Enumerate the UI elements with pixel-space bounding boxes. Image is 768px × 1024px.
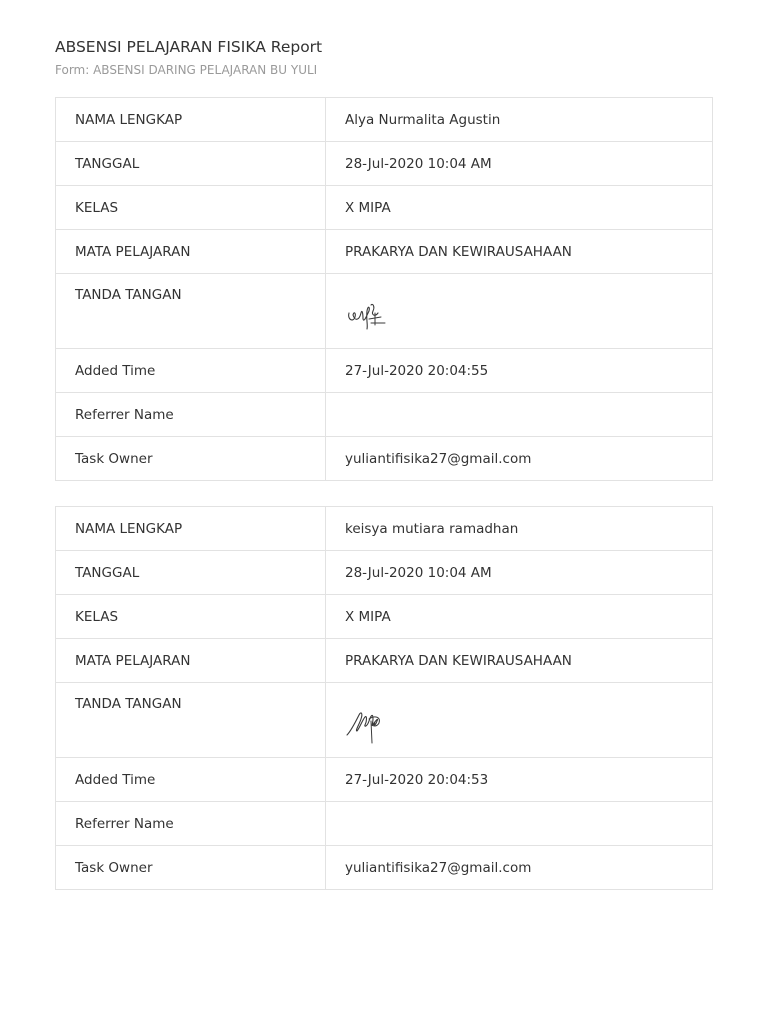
table-row [56,639,713,683]
field-label: Task Owner [56,846,326,890]
field-label: Added Time [56,349,326,393]
signature-cell [326,274,713,349]
report-title: ABSENSI PELAJARAN FISIKA Report [55,38,323,56]
field-label: KELAS [56,186,326,230]
field-value: Alya Nurmalita Agustin [326,98,713,142]
table-row [56,551,713,595]
field-label: Added Time [56,758,326,802]
table-row [56,683,713,758]
field-value [326,393,713,437]
table-row [56,98,713,142]
field-label: TANGGAL [56,142,326,186]
signature-image [345,299,395,333]
signature-image [345,705,395,745]
field-label: NAMA LENGKAP [56,98,326,142]
table-row [56,274,713,349]
table-row [56,230,713,274]
field-label: TANDA TANGAN [56,274,326,349]
field-label: Referrer Name [56,802,326,846]
field-value: PRAKARYA DAN KEWIRAUSAHAAN [326,230,713,274]
field-label: Task Owner [56,437,326,481]
table-row [56,758,713,802]
field-label: Referrer Name [56,393,326,437]
field-label: TANDA TANGAN [56,683,326,758]
field-label: NAMA LENGKAP [56,507,326,551]
table-row [56,142,713,186]
field-value: 27-Jul-2020 20:04:53 [326,758,713,802]
field-value: PRAKARYA DAN KEWIRAUSAHAAN [326,639,713,683]
field-value: X MIPA [326,595,713,639]
table-row [56,393,713,437]
table-row [56,846,713,890]
field-value: 27-Jul-2020 20:04:55 [326,349,713,393]
field-label: KELAS [56,595,326,639]
field-label: MATA PELAJARAN [56,230,326,274]
field-value: yuliantifisika27@gmail.com [326,437,713,481]
record-table-2 [55,506,713,890]
field-value: keisya mutiara ramadhan [326,507,713,551]
table-row [56,186,713,230]
table-row [56,595,713,639]
field-value [326,802,713,846]
record-table-1 [55,97,713,481]
field-value: X MIPA [326,186,713,230]
table-row [56,349,713,393]
field-label: MATA PELAJARAN [56,639,326,683]
report-header [55,37,322,78]
table-row [56,437,713,481]
signature-cell [326,683,713,758]
table-row [56,802,713,846]
field-value: 28-Jul-2020 10:04 AM [326,551,713,595]
table-row [56,507,713,551]
field-value: yuliantifisika27@gmail.com [326,846,713,890]
field-value: 28-Jul-2020 10:04 AM [326,142,713,186]
report-subtitle: Form: ABSENSI DARING PELAJARAN BU YULI [55,63,318,77]
field-label: TANGGAL [56,551,326,595]
